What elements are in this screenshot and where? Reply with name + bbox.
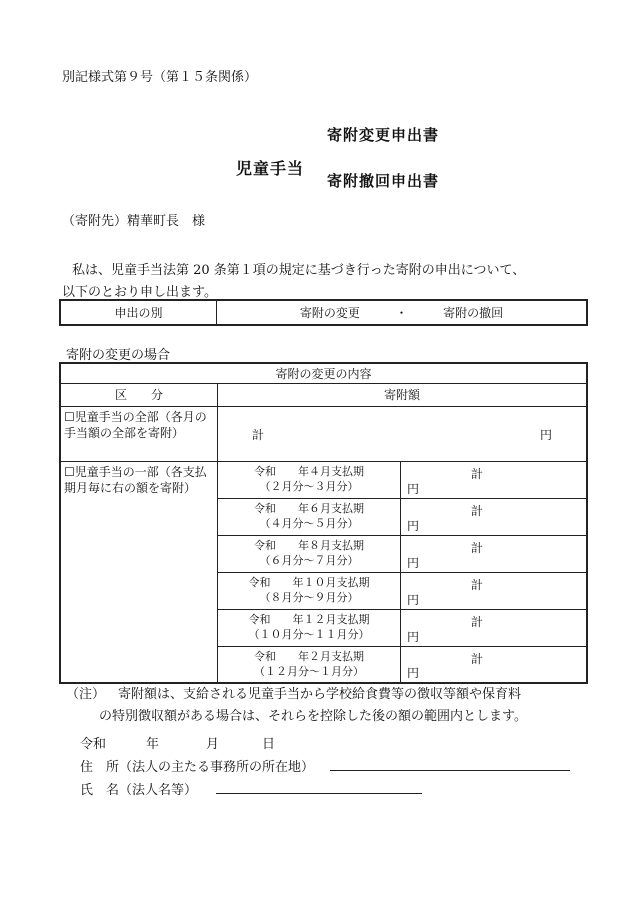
name-field[interactable] — [216, 793, 422, 794]
period-line-1: 令和 年１０月支払期 — [248, 575, 370, 589]
title-withdraw: 寄附撤回申出書 — [327, 172, 440, 190]
recipient: （寄附先）精華町長 様 — [62, 214, 206, 229]
option-withdraw[interactable]: 寄附の撤回 — [443, 306, 504, 320]
row-all-text: ☐児童手当の全部（各月の手当額の全部を寄附） — [64, 409, 207, 440]
request-type-options — [217, 300, 588, 325]
date-era: 令和 — [80, 737, 107, 752]
period-line-2: （２月分～３月分） — [259, 479, 359, 493]
form-reference: 別記様式第９号（第１５条関係） — [62, 70, 258, 85]
date-year[interactable]: 年 — [146, 737, 160, 752]
period-kei: 計 — [471, 614, 484, 629]
period-en: 円 — [407, 666, 420, 680]
period-en: 円 — [407, 555, 420, 570]
period-cell — [218, 498, 401, 535]
address-label: 住 所（法人の主たる事務所の所在地） — [80, 760, 315, 775]
table-header: 寄附の変更の内容 — [60, 363, 587, 383]
period-cell — [218, 461, 401, 498]
title-prefix: 児童手当 — [236, 159, 305, 178]
name-label: 氏 名（法人名等） — [80, 783, 198, 798]
note-line-1: 寄附額は、支給される児童手当から学校給食費等の徴収等額や保育料 — [118, 687, 522, 702]
title-change: 寄附変更申出書 — [327, 126, 440, 144]
period-line-1: 令和 年６月支払期 — [254, 501, 364, 515]
period-kei: 計 — [471, 577, 484, 592]
period-line-2: （４月分～５月分） — [259, 516, 359, 530]
period-line-2: （１２月分～１月分） — [254, 664, 364, 678]
period-line-2: （１０月分～１１月分） — [248, 627, 370, 641]
period-line-1: 令和 年１２月支払期 — [248, 612, 370, 626]
address-field[interactable] — [330, 770, 570, 771]
period-kei: 計 — [471, 503, 484, 518]
period-cell — [218, 609, 401, 646]
period-line-1: 令和 年２月支払期 — [254, 649, 364, 663]
note-line-2: の特別徴収額がある場合は、それらを控除した後の額の範囲内とします。 — [99, 709, 527, 724]
intro-line-1: 私は、児童手当法第 20 条第１項の規定に基づき行った寄附の申出について、 — [72, 263, 526, 278]
period-amount[interactable] — [401, 646, 588, 683]
period-kei: 計 — [471, 540, 484, 555]
row-all-en: 円 — [539, 427, 552, 442]
period-line-1: 令和 年４月支払期 — [254, 464, 364, 478]
period-kei: 計 — [471, 466, 484, 481]
period-amount[interactable] — [401, 535, 588, 572]
period-cell — [218, 646, 401, 683]
request-type-label: 申出の別 — [60, 300, 217, 325]
option-change[interactable]: 寄附の変更 — [299, 306, 360, 320]
row-part-text: ☐児童手当の一部（各支払期月毎に右の額を寄附） — [64, 464, 207, 495]
date-day[interactable]: 日 — [262, 737, 276, 752]
period-line-2: （８月分～９月分） — [259, 590, 359, 604]
section-heading: 寄附の変更の場合 — [66, 348, 171, 363]
option-separator: ・ — [395, 306, 408, 320]
period-line-1: 令和 年８月支払期 — [254, 538, 364, 552]
period-amount[interactable] — [401, 461, 588, 498]
period-line-2: （６月分～７月分） — [259, 553, 359, 567]
period-amount[interactable] — [401, 498, 588, 535]
row-all-label[interactable] — [60, 406, 218, 461]
period-en: 円 — [407, 629, 420, 644]
period-cell — [218, 535, 401, 572]
period-amount[interactable] — [401, 572, 588, 609]
note-label: （注） — [66, 687, 106, 702]
period-amount[interactable] — [401, 609, 588, 646]
date-month[interactable]: 月 — [206, 737, 220, 752]
column-category: 区 分 — [60, 383, 218, 406]
row-all-amount[interactable] — [218, 406, 588, 461]
change-details-table — [59, 362, 588, 684]
period-en: 円 — [407, 518, 420, 533]
column-amount: 寄附額 — [218, 383, 588, 406]
intro-line-2: 以下のとおり申し出ます。 — [62, 285, 217, 300]
period-cell — [218, 572, 401, 609]
period-en: 円 — [407, 481, 420, 496]
request-type-table — [59, 299, 588, 326]
period-kei: 計 — [471, 651, 484, 666]
row-part-label[interactable] — [60, 461, 218, 683]
period-en: 円 — [407, 592, 420, 607]
row-all-kei: 計 — [252, 427, 265, 442]
